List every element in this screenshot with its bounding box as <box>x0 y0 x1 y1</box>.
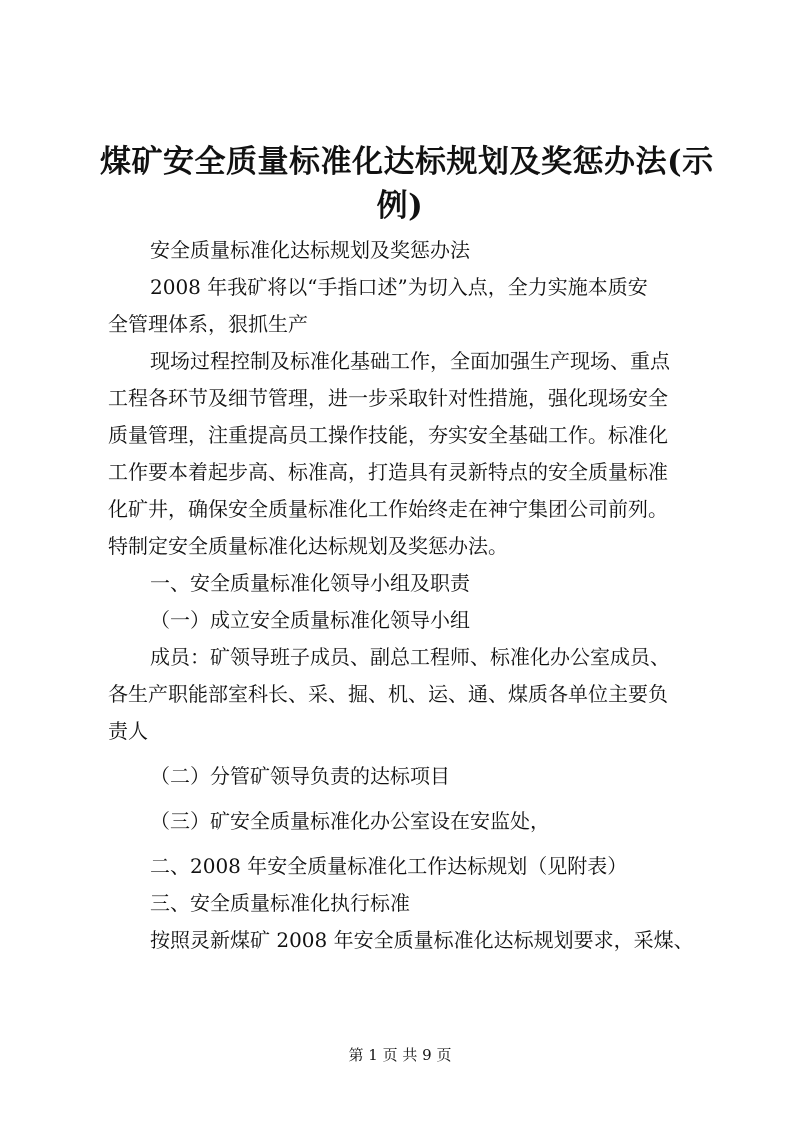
section-heading: 安全质量标准化达标规划及奖惩办法 <box>150 238 470 262</box>
paragraph-line: 工程各环节及细节管理，进一步采取针对性措施，强化现场安全 <box>108 386 668 410</box>
subsection-heading: （一）成立安全质量标准化领导小组 <box>150 608 470 632</box>
title-line: 例) <box>376 188 424 224</box>
subsection-heading: （三）矿安全质量标准化办公室设在安监处， <box>150 809 550 833</box>
section-heading: 三、安全质量标准化执行标准 <box>150 891 410 915</box>
section-heading: 二、2008 年安全质量标准化工作达标规划（见附表） <box>150 854 628 878</box>
paragraph-line: 质量管理，注重提高员工操作技能，夯实安全基础工作。标准化 <box>108 423 668 447</box>
paragraph-line: 工作要本着起步高、标准高，打造具有灵新特点的安全质量标准 <box>108 460 668 484</box>
subsection-heading: （二）分管矿领导负责的达标项目 <box>150 764 450 788</box>
document-title <box>100 140 714 228</box>
paragraph-line: 2008 年我矿将以“手指口述”为切入点，全力实施本质安 <box>150 275 648 299</box>
paragraph-line: 化矿井，确保安全质量标准化工作始终走在神宁集团公司前列。 <box>108 497 668 521</box>
paragraph-line: 特制定安全质量标准化达标规划及奖惩办法。 <box>108 534 508 558</box>
page-footer: 第 1 页 共 9 页 <box>348 1046 452 1064</box>
section-heading: 一、安全质量标准化领导小组及职责 <box>150 571 470 595</box>
paragraph-line: 按照灵新煤矿 2008 年安全质量标准化达标规划要求，采煤、 <box>150 928 694 952</box>
paragraph-line: 责人 <box>108 719 148 743</box>
paragraph-line: 各生产职能部室科长、采、掘、机、运、通、煤质各单位主要负 <box>108 682 668 706</box>
paragraph-line: 成员：矿领导班子成员、副总工程师、标准化办公室成员、 <box>150 645 670 669</box>
paragraph-line: 全管理体系，狠抓生产 <box>108 312 308 336</box>
title-line: 煤矿安全质量标准化达标规划及奖惩办法(示 <box>100 144 714 180</box>
document-body <box>108 232 708 959</box>
paragraph-line: 现场过程控制及标准化基础工作，全面加强生产现场、重点 <box>150 349 670 373</box>
